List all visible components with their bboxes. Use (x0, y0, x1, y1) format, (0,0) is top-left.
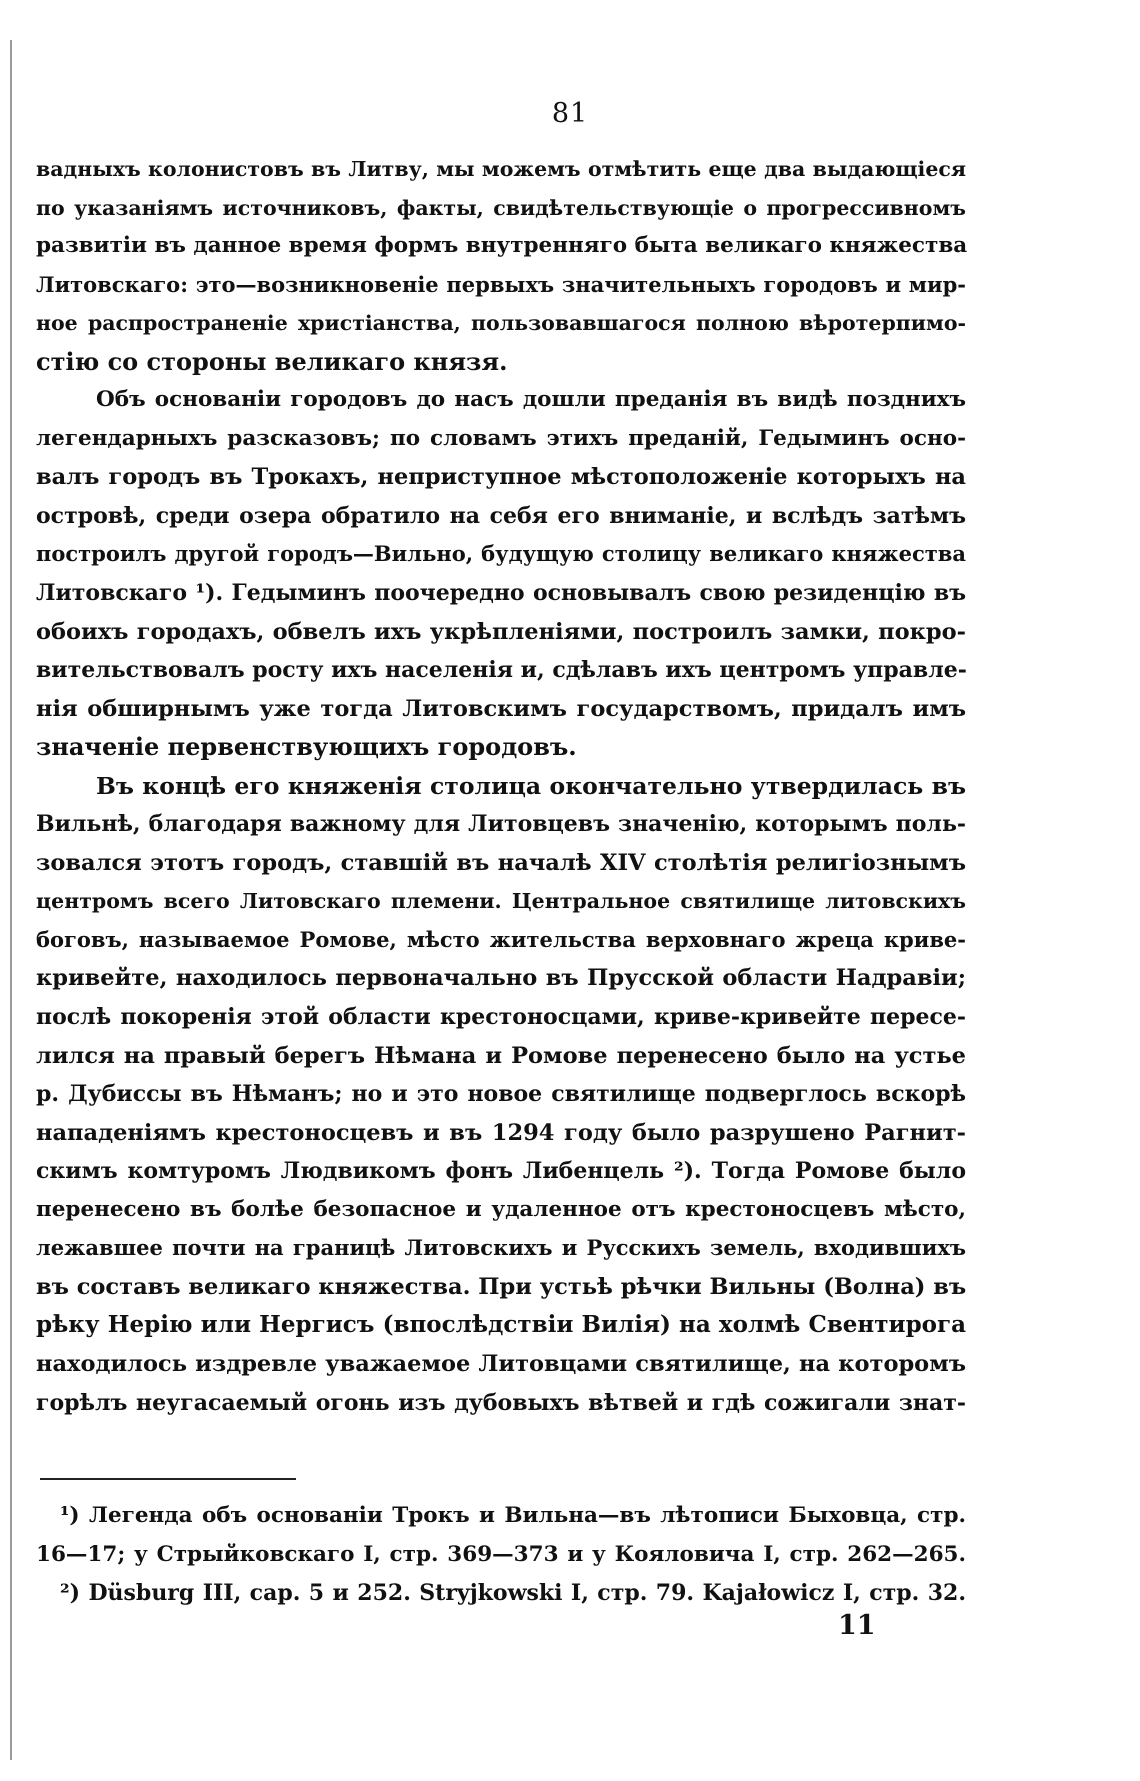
text-line: Литовскаго: это—возникновеніе первыхъ значительныхъ городовъ и мир- (36, 271, 966, 297)
text-line: центромъ всего Литовскаго племени. Центральное святилище литовскихъ (36, 889, 966, 914)
text-line: Вильнѣ, благодаря важному для Литовцевъ значенію, которымъ поль- (36, 811, 966, 838)
text-line: островѣ, среди озера обратило на себя его вниманіе, и вслѣдъ затѣмъ (36, 502, 966, 529)
text-line: находилось издревле уважаемое Литовцами святилище, на которомъ (36, 1350, 966, 1377)
text-line: легендарныхъ разсказовъ; по словамъ этихъ преданій, Гедыминъ осно- (36, 425, 966, 451)
page-edge-line (10, 40, 12, 1760)
text-line: ное распространеніе христіанства, пользовавшагося полною вѣротерпимо- (36, 311, 966, 336)
text-line: лился на правый берегъ Нѣмана и Ромове перенесено было на устье (36, 1042, 966, 1069)
text-line: стію со стороны великаго князя. (36, 346, 508, 376)
text-line: Литовскаго ¹). Гедыминъ поочередно основывалъ свою резиденцію въ (36, 580, 966, 607)
text-line: по указаніямъ источниковъ, факты, свидѣтельствующіе о прогрессивномъ (36, 195, 966, 220)
footnote-1-line: 16—17; у Стрыйковскаго I, стр. 369—373 и у Кояловича I, стр. 262—265. (36, 1542, 966, 1567)
footnote-1-line: ¹) Легенда объ основаніи Трокъ и Вильна—въ лѣтописи Быховца, стр. (60, 1503, 966, 1528)
signature-mark: 11 (838, 1610, 876, 1641)
text-line: кривейте, находилось первоначально въ Прусской области Надравіи; (36, 965, 966, 992)
text-line: скимъ комтуромъ Людвикомъ фонъ Либенцель ²). Тогда Ромове было (36, 1158, 966, 1185)
text-line: валъ городъ въ Трокахъ, неприступное мѣстоположеніе которыхъ на (36, 464, 966, 491)
text-line: р. Дубиссы въ Нѣманъ; но и это новое святилище подверглось вскорѣ (36, 1081, 966, 1108)
footnote-2-line: ²) Düsburg III, cap. 5 и 252. Stryjkowski I, стр. 79. Kajałowicz I, стр. 32. (60, 1580, 966, 1606)
text-line: развитіи въ данное время формъ внутренняго быта великаго княжества (36, 233, 968, 259)
paragraph-start-line: Объ основаніи городовъ до насъ дошли преданія въ видѣ позднихъ (96, 387, 966, 413)
text-line: построилъ другой городъ—Вильно, будущую столицу великаго княжества (36, 541, 966, 567)
text-line: боговъ, называемое Ромове, мѣсто жительства верховнаго жреца криве- (36, 926, 966, 952)
text-line: вадныхъ колонистовъ въ Литву, мы можемъ отмѣтить еще два выдающіеся (36, 157, 966, 181)
text-line: лежавшее почти на границѣ Литовскихъ и Русскихъ земель, входившихъ (36, 1235, 966, 1261)
paragraph-start-line: Въ концѣ его княженія столица окончательно утвердилась въ (96, 771, 966, 800)
text-line: нападеніямъ крестоносцевъ и въ 1294 году было разрушено Рагнит- (36, 1119, 966, 1146)
text-line: перенесено въ болѣе безопасное и удаленное отъ крестоносцевъ мѣсто, (36, 1196, 966, 1222)
text-line: зовался этотъ городъ, ставшій въ началѣ XIV столѣтія религіознымъ (36, 849, 966, 876)
text-line: обоихъ городахъ, обвелъ ихъ укрѣпленіями, построилъ замки, покро- (36, 618, 966, 645)
footnotes (36, 1496, 966, 1613)
text-line: нія обширнымъ уже тогда Литовскимъ государствомъ, придалъ имъ (36, 695, 966, 722)
text-line: вительствовалъ росту ихъ населенія и, сдѣлавъ ихъ центромъ управле- (36, 657, 967, 684)
page-number: 81 (551, 98, 589, 129)
text-line: послѣ покоренія этой области крестоносцами, криве-кривейте пересе- (36, 1004, 966, 1031)
text-line: рѣку Нерію или Нергисъ (впослѣдствіи Вилія) на холмѣ Свентирога (36, 1311, 966, 1339)
text-line: въ составъ великаго княжества. При устьѣ рѣчки Вильны (Волна) въ (36, 1273, 967, 1300)
body-text (36, 150, 966, 1422)
text-line: значеніе первенствующихъ городовъ. (36, 732, 577, 762)
text-line: горѣлъ неугасаемый огонь изъ дубовыхъ вѣтвей и гдѣ сожигали знат- (36, 1389, 966, 1416)
footnote-rule (40, 1478, 296, 1480)
